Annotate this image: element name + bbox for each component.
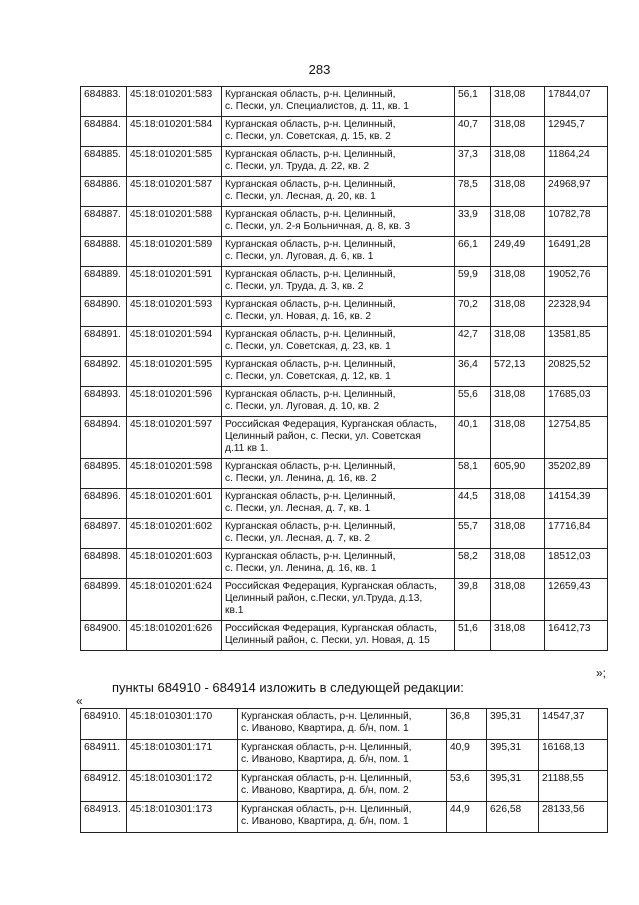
address-line: с. Пески, ул. Ленина, д. 16, кв. 2 [225,473,377,484]
area-cell: 58,2 [455,549,491,579]
area-cell: 78,5 [455,177,491,207]
cadastral-number-cell: 45:18:010201:601 [127,489,222,519]
address-line: с. Иваново, Квартира, д. б/н, пом. 2 [241,785,409,796]
row-number-cell: 684890. [81,297,127,327]
open-quote: « [76,694,83,708]
address-line: Курганская область, р-н. Целинный, [225,149,396,160]
row-number-cell: 684897. [81,519,127,549]
cadastral-number-cell: 45:18:010201:584 [127,117,222,147]
table-row [81,357,608,387]
address-cell [222,387,455,417]
rate-cell: 318,08 [491,579,545,621]
row-number-cell: 684912. [81,771,127,802]
table-row [81,519,608,549]
rate-cell: 395,31 [487,740,539,771]
address-line: Целинный район, с. Пески, ул. Советская [225,431,421,442]
total-cell: 19052,76 [545,267,608,297]
address-cell [222,327,455,357]
area-cell: 70,2 [455,297,491,327]
total-cell: 17844,07 [545,87,608,117]
total-cell: 13581,85 [545,327,608,357]
table-row [81,489,608,519]
total-cell: 10782,78 [545,207,608,237]
address-line: с. Пески, ул. Труда, д. 22, кв. 2 [225,161,370,172]
address-cell [222,417,455,459]
total-cell: 16491,28 [545,237,608,267]
row-number-cell: 684894. [81,417,127,459]
address-cell [222,357,455,387]
row-number-cell: 684910. [81,709,127,740]
total-cell: 28133,56 [539,802,608,833]
row-number-cell: 684884. [81,117,127,147]
address-line: Курганская область, р-н. Целинный, [225,269,396,280]
address-line: Курганская область, р-н. Целинный, [241,742,412,753]
cadastral-number-cell: 45:18:010201:591 [127,267,222,297]
area-cell: 42,7 [455,327,491,357]
area-cell: 37,3 [455,147,491,177]
address-line: Курганская область, р-н. Целинный, [225,359,396,370]
address-line: с. Пески, ул. Специалистов, д. 11, кв. 1 [225,101,409,112]
row-number-cell: 684885. [81,147,127,177]
cadastral-number-cell: 45:18:010201:597 [127,417,222,459]
address-line: д.11 кв 1. [225,443,269,454]
address-line: Целинный район, с.Пески, ул.Труда, д.13, [225,593,423,604]
cadastral-number-cell: 45:18:010301:172 [127,771,238,802]
address-line: с. Пески, ул. Луговая, д. 10, кв. 2 [225,401,380,412]
area-cell: 55,6 [455,387,491,417]
total-cell: 22328,94 [545,297,608,327]
cadastral-number-cell: 45:18:010201:589 [127,237,222,267]
cadastral-number-cell: 45:18:010201:598 [127,459,222,489]
cadastral-number-cell: 45:18:010201:585 [127,147,222,177]
area-cell: 56,1 [455,87,491,117]
address-cell [222,489,455,519]
row-number-cell: 684911. [81,740,127,771]
address-line: Курганская область, р-н. Целинный, [225,299,396,310]
address-line: Курганская область, р-н. Целинный, [225,329,396,340]
table-row [81,117,608,147]
row-number-cell: 684900. [81,621,127,651]
table-row [81,147,608,177]
area-cell: 59,9 [455,267,491,297]
address-line: с. Пески, ул. Луговая, д. 6, кв. 1 [225,251,374,262]
rate-cell: 626,58 [487,802,539,833]
rate-cell: 318,08 [491,417,545,459]
table-row [81,621,608,651]
table-row [81,709,608,740]
area-cell: 55,7 [455,519,491,549]
table-row [81,297,608,327]
area-cell: 40,1 [455,417,491,459]
cadastral-number-cell: 45:18:010301:170 [127,709,238,740]
address-line: Курганская область, р-н. Целинный, [225,239,396,250]
rate-cell: 318,08 [491,327,545,357]
address-cell [222,147,455,177]
table-row [81,417,608,459]
address-line: Российская Федерация, Курганская область, [225,623,437,634]
address-cell [238,709,447,740]
row-number-cell: 684888. [81,237,127,267]
area-cell: 36,4 [455,357,491,387]
total-cell: 18512,03 [545,549,608,579]
address-line: Курганская область, р-н. Целинный, [225,209,396,220]
address-line: Курганская область, р-н. Целинный, [225,551,396,562]
address-line: Российская Федерация, Курганская область, [225,419,437,430]
address-cell [222,459,455,489]
area-cell: 33,9 [455,207,491,237]
area-cell: 58,1 [455,459,491,489]
area-cell: 44,9 [447,802,487,833]
rate-cell: 395,31 [487,709,539,740]
table-row [81,327,608,357]
total-cell: 12659,43 [545,579,608,621]
address-line: Курганская область, р-н. Целинный, [225,521,396,532]
row-number-cell: 684899. [81,579,127,621]
instruction-text: пункты 684910 - 684914 изложить в следующей редакции: [112,680,464,695]
address-line: с. Пески, ул. Лесная, д. 20, кв. 1 [225,191,376,202]
address-line: Курганская область, р-н. Целинный, [241,804,412,815]
address-line: Курганская область, р-н. Целинный, [225,179,396,190]
cadastral-number-cell: 45:18:010301:171 [127,740,238,771]
cadastral-number-cell: 45:18:010201:588 [127,207,222,237]
cadastral-number-cell: 45:18:010201:626 [127,621,222,651]
area-cell: 36,8 [447,709,487,740]
address-cell [222,267,455,297]
total-cell: 16168,13 [539,740,608,771]
address-line: с. Пески, ул. Лесная, д. 7, кв. 1 [225,503,371,514]
address-line: с. Иваново, Квартира, д. б/н, пом. 1 [241,754,409,765]
area-cell: 44,5 [455,489,491,519]
rate-cell: 318,08 [491,117,545,147]
rate-cell: 318,08 [491,387,545,417]
address-line: Курганская область, р-н. Целинный, [225,491,396,502]
row-number-cell: 684883. [81,87,127,117]
total-cell: 11864,24 [545,147,608,177]
total-cell: 14547,37 [539,709,608,740]
address-cell [238,740,447,771]
row-number-cell: 684891. [81,327,127,357]
total-cell: 24968,97 [545,177,608,207]
rate-cell: 318,08 [491,267,545,297]
address-line: с. Пески, ул. Лесная, д. 7, кв. 2 [225,533,371,544]
cadastral-number-cell: 45:18:010201:593 [127,297,222,327]
total-cell: 12945,7 [545,117,608,147]
total-cell: 17685,03 [545,387,608,417]
row-number-cell: 684913. [81,802,127,833]
cadastral-number-cell: 45:18:010201:595 [127,357,222,387]
address-cell [222,237,455,267]
property-table [80,86,608,651]
row-number-cell: 684893. [81,387,127,417]
rate-cell: 605,90 [491,459,545,489]
address-cell [222,579,455,621]
row-number-cell: 684887. [81,207,127,237]
page-number: 283 [308,62,331,77]
row-number-cell: 684892. [81,357,127,387]
table-row [81,177,608,207]
cadastral-number-cell: 45:18:010201:587 [127,177,222,207]
address-line: с. Пески, ул. Труда, д. 3, кв. 2 [225,281,364,292]
cadastral-number-cell: 45:18:010201:602 [127,519,222,549]
cadastral-number-cell: 45:18:010201:596 [127,387,222,417]
total-cell: 20825,52 [545,357,608,387]
row-number-cell: 684889. [81,267,127,297]
address-line: Целинный район, с. Пески, ул. Новая, д. 15 [225,635,430,646]
address-line: с. Пески, ул. Советская, д. 12, кв. 1 [225,371,391,382]
rate-cell: 318,08 [491,519,545,549]
rate-cell: 318,08 [491,621,545,651]
area-cell: 40,7 [455,117,491,147]
area-cell: 53,6 [447,771,487,802]
address-cell [222,177,455,207]
address-cell [222,87,455,117]
address-line: с. Пески, ул. Ленина, д. 16, кв. 1 [225,563,377,574]
address-line: с. Пески, ул. Советская, д. 15, кв. 2 [225,131,391,142]
address-line: Курганская область, р-н. Целинный, [225,89,396,100]
address-line: Курганская область, р-н. Целинный, [241,711,412,722]
rate-cell: 318,08 [491,549,545,579]
table-row [81,87,608,117]
rate-cell: 572,13 [491,357,545,387]
table-row [81,549,608,579]
cadastral-number-cell: 45:18:010201:583 [127,87,222,117]
rate-cell: 318,08 [491,489,545,519]
total-cell: 21188,55 [539,771,608,802]
rate-cell: 318,08 [491,177,545,207]
address-line: Российская Федерация, Курганская область, [225,581,437,592]
address-line: Курганская область, р-н. Целинный, [225,461,396,472]
address-cell [222,207,455,237]
table-row [81,579,608,621]
address-cell [238,771,447,802]
table-row [81,802,608,833]
total-cell: 14154,39 [545,489,608,519]
address-line: с. Пески, ул. Новая, д. 16, кв. 2 [225,311,372,322]
area-cell: 51,6 [455,621,491,651]
area-cell: 40,9 [447,740,487,771]
address-line: с. Пески, ул. 2-я Больничная, д. 8, кв. 3 [225,221,411,232]
closing-mark: »; [596,666,607,680]
rate-cell: 318,08 [491,297,545,327]
address-line: Курганская область, р-н. Целинный, [241,773,412,784]
area-cell: 39,8 [455,579,491,621]
table-row [81,459,608,489]
row-number-cell: 684886. [81,177,127,207]
address-cell [222,621,455,651]
property-table-2 [80,708,608,833]
address-line: кв.1 [225,605,244,616]
address-line: с. Пески, ул. Советская, д. 23, кв. 1 [225,341,391,352]
table-row [81,740,608,771]
table-row [81,237,608,267]
total-cell: 16412,73 [545,621,608,651]
area-cell: 66,1 [455,237,491,267]
rate-cell: 318,08 [491,87,545,117]
total-cell: 12754,85 [545,417,608,459]
address-cell [222,549,455,579]
address-cell [222,117,455,147]
table-row [81,387,608,417]
address-line: Курганская область, р-н. Целинный, [225,389,396,400]
row-number-cell: 684895. [81,459,127,489]
address-line: Курганская область, р-н. Целинный, [225,119,396,130]
table-row [81,771,608,802]
cadastral-number-cell: 45:18:010201:603 [127,549,222,579]
rate-cell: 249,49 [491,237,545,267]
rate-cell: 395,31 [487,771,539,802]
address-line: с. Иваново, Квартира, д. б/н, пом. 1 [241,816,409,827]
cadastral-number-cell: 45:18:010201:594 [127,327,222,357]
table-row [81,267,608,297]
cadastral-number-cell: 45:18:010201:624 [127,579,222,621]
table-row [81,207,608,237]
row-number-cell: 684896. [81,489,127,519]
cadastral-number-cell: 45:18:010301:173 [127,802,238,833]
total-cell: 35202,89 [545,459,608,489]
row-number-cell: 684898. [81,549,127,579]
address-line: с. Иваново, Квартира, д. б/н, пом. 1 [241,723,409,734]
address-cell [222,297,455,327]
total-cell: 17716,84 [545,519,608,549]
rate-cell: 318,08 [491,147,545,177]
address-cell [222,519,455,549]
address-cell [238,802,447,833]
rate-cell: 318,08 [491,207,545,237]
